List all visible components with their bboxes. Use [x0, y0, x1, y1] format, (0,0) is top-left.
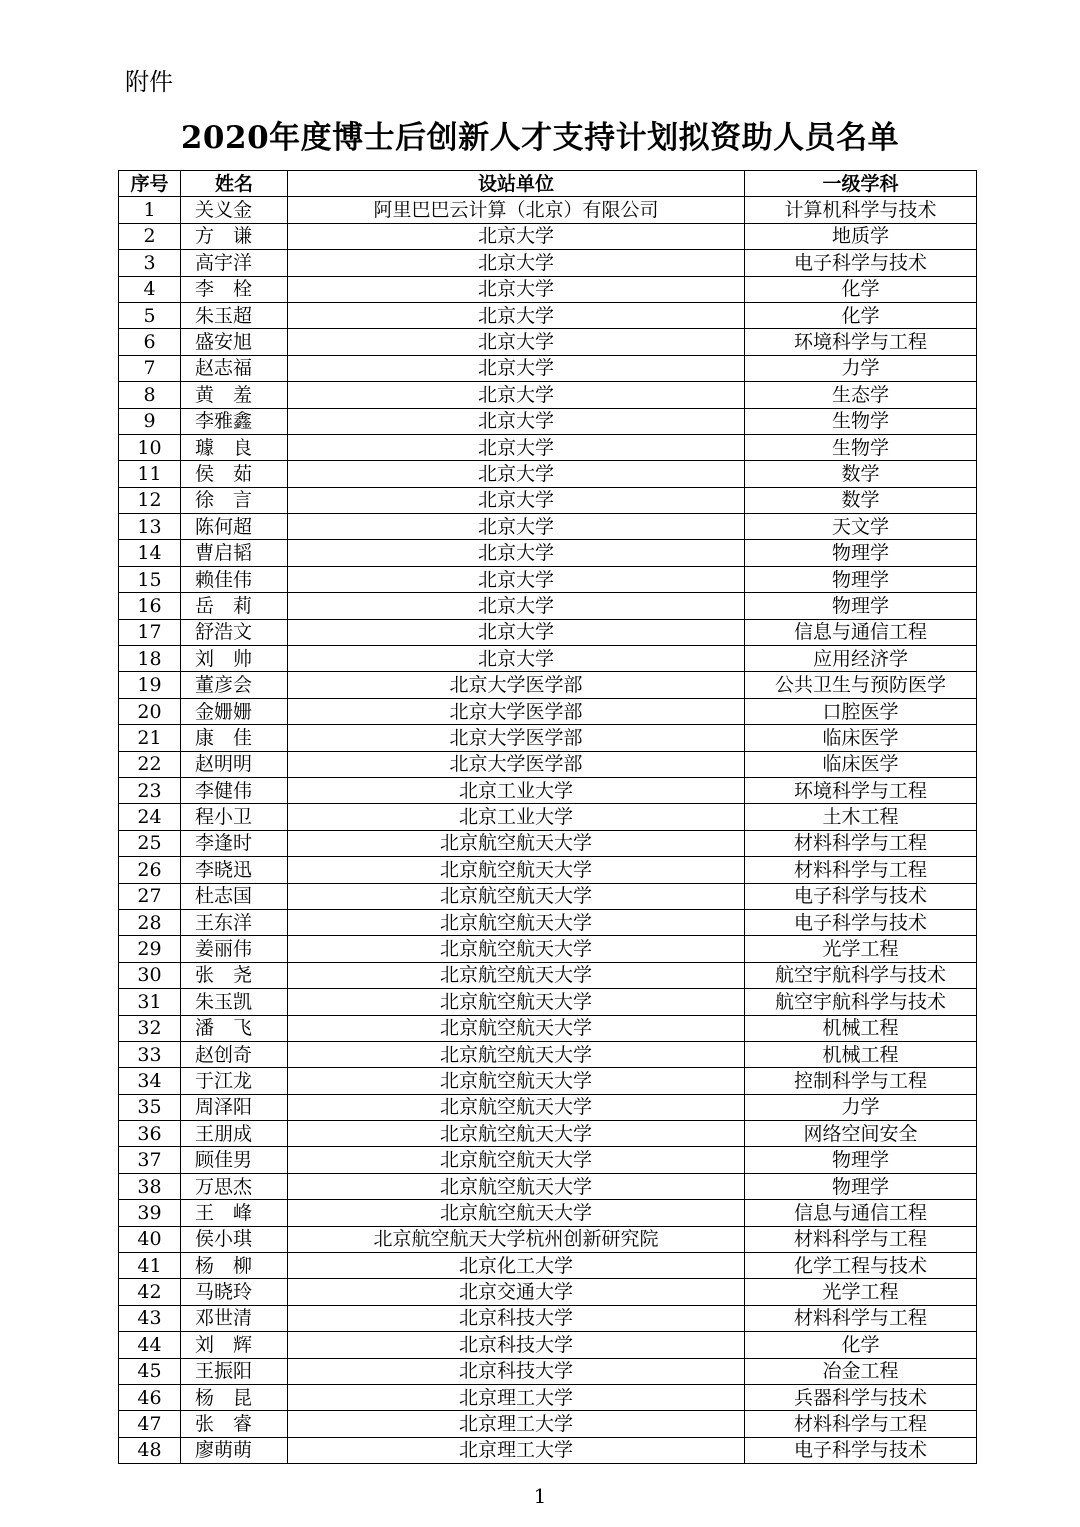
cell-discipline: 化学工程与技术 — [745, 1253, 977, 1279]
cell-discipline: 环境科学与工程 — [745, 777, 977, 803]
cell-institution: 北京科技大学 — [288, 1358, 745, 1384]
table-row — [119, 698, 977, 724]
cell-discipline: 天文学 — [745, 514, 977, 540]
table-row — [119, 936, 977, 962]
cell-name: 李晓迅 — [181, 857, 288, 883]
cell-discipline: 电子科学与技术 — [745, 250, 977, 276]
cell-institution: 北京化工大学 — [288, 1253, 745, 1279]
cell-name: 杨 柳 — [181, 1253, 288, 1279]
cell-index: 1 — [119, 197, 181, 223]
cell-name: 邓世清 — [181, 1305, 288, 1331]
cell-index: 41 — [119, 1253, 181, 1279]
column-header-discipline: 一级学科 — [745, 171, 977, 197]
cell-name: 刘 辉 — [181, 1332, 288, 1358]
table-row — [119, 1358, 977, 1384]
cell-name: 朱玉超 — [181, 302, 288, 328]
cell-index: 14 — [119, 540, 181, 566]
cell-institution: 北京大学 — [288, 302, 745, 328]
cell-institution: 北京交通大学 — [288, 1279, 745, 1305]
cell-discipline: 物理学 — [745, 1173, 977, 1199]
table-row — [119, 672, 977, 698]
cell-name: 高宇洋 — [181, 250, 288, 276]
recipient-table — [118, 170, 977, 1464]
cell-index: 48 — [119, 1437, 181, 1463]
cell-index: 45 — [119, 1358, 181, 1384]
cell-name: 杨 昆 — [181, 1384, 288, 1410]
cell-name: 关义金 — [181, 197, 288, 223]
cell-discipline: 临床医学 — [745, 725, 977, 751]
cell-discipline: 环境科学与工程 — [745, 329, 977, 355]
cell-index: 46 — [119, 1384, 181, 1410]
cell-discipline: 数学 — [745, 487, 977, 513]
cell-institution: 北京大学 — [288, 329, 745, 355]
cell-institution: 北京大学医学部 — [288, 698, 745, 724]
table-row — [119, 197, 977, 223]
cell-discipline: 口腔医学 — [745, 698, 977, 724]
cell-index: 13 — [119, 514, 181, 540]
cell-name: 杜志国 — [181, 883, 288, 909]
table-row — [119, 1305, 977, 1331]
cell-name: 璩 良 — [181, 434, 288, 460]
cell-index: 16 — [119, 593, 181, 619]
cell-institution: 北京航空航天大学 — [288, 1015, 745, 1041]
table-row — [119, 514, 977, 540]
table-row — [119, 857, 977, 883]
cell-index: 30 — [119, 962, 181, 988]
cell-institution: 北京大学 — [288, 540, 745, 566]
cell-discipline: 生物学 — [745, 434, 977, 460]
cell-institution: 北京大学 — [288, 355, 745, 381]
table-row — [119, 1041, 977, 1067]
table-row — [119, 302, 977, 328]
cell-index: 34 — [119, 1068, 181, 1094]
cell-index: 18 — [119, 646, 181, 672]
cell-discipline: 物理学 — [745, 593, 977, 619]
cell-name: 程小卫 — [181, 804, 288, 830]
cell-discipline: 航空宇航科学与技术 — [745, 989, 977, 1015]
column-header-institution: 设站单位 — [288, 171, 745, 197]
table-row — [119, 1068, 977, 1094]
cell-index: 44 — [119, 1332, 181, 1358]
cell-index: 31 — [119, 989, 181, 1015]
cell-index: 21 — [119, 725, 181, 751]
cell-name: 侯 茹 — [181, 461, 288, 487]
cell-discipline: 机械工程 — [745, 1041, 977, 1067]
table-body — [119, 197, 977, 1464]
cell-index: 29 — [119, 936, 181, 962]
cell-index: 10 — [119, 434, 181, 460]
table-row — [119, 883, 977, 909]
cell-discipline: 物理学 — [745, 1147, 977, 1173]
cell-index: 33 — [119, 1041, 181, 1067]
cell-name: 张 尧 — [181, 962, 288, 988]
table-row — [119, 329, 977, 355]
cell-institution: 北京航空航天大学 — [288, 830, 745, 856]
cell-index: 3 — [119, 250, 181, 276]
cell-discipline: 地质学 — [745, 223, 977, 249]
cell-discipline: 生物学 — [745, 408, 977, 434]
cell-institution: 北京航空航天大学 — [288, 857, 745, 883]
cell-discipline: 物理学 — [745, 566, 977, 592]
cell-institution: 北京大学 — [288, 250, 745, 276]
cell-discipline: 计算机科学与技术 — [745, 197, 977, 223]
cell-institution: 北京大学 — [288, 593, 745, 619]
cell-name: 董彦会 — [181, 672, 288, 698]
table-row — [119, 1121, 977, 1147]
cell-index: 12 — [119, 487, 181, 513]
cell-name: 王东洋 — [181, 909, 288, 935]
table-row — [119, 777, 977, 803]
cell-name: 金姗姗 — [181, 698, 288, 724]
cell-index: 4 — [119, 276, 181, 302]
table-row — [119, 223, 977, 249]
table-row — [119, 1411, 977, 1437]
table-row — [119, 1173, 977, 1199]
cell-name: 李 栓 — [181, 276, 288, 302]
cell-institution: 北京大学 — [288, 223, 745, 249]
cell-discipline: 冶金工程 — [745, 1358, 977, 1384]
cell-institution: 北京大学 — [288, 514, 745, 540]
cell-institution: 北京理工大学 — [288, 1384, 745, 1410]
cell-discipline: 信息与通信工程 — [745, 1200, 977, 1226]
cell-name: 黄 羞 — [181, 382, 288, 408]
cell-name: 方 谦 — [181, 223, 288, 249]
cell-institution: 北京大学 — [288, 461, 745, 487]
attachment-label: 附件 — [125, 68, 173, 96]
cell-name: 潘 飞 — [181, 1015, 288, 1041]
cell-name: 姜丽伟 — [181, 936, 288, 962]
cell-name: 侯小琪 — [181, 1226, 288, 1252]
column-header-index: 序号 — [119, 171, 181, 197]
cell-index: 32 — [119, 1015, 181, 1041]
cell-institution: 北京航空航天大学 — [288, 883, 745, 909]
cell-institution: 北京工业大学 — [288, 804, 745, 830]
table-row — [119, 1015, 977, 1041]
cell-name: 李逢时 — [181, 830, 288, 856]
table-row — [119, 804, 977, 830]
cell-discipline: 化学 — [745, 276, 977, 302]
cell-institution: 北京航空航天大学 — [288, 1094, 745, 1120]
table-row — [119, 751, 977, 777]
table-row — [119, 1384, 977, 1410]
cell-discipline: 光学工程 — [745, 936, 977, 962]
cell-index: 37 — [119, 1147, 181, 1173]
cell-institution: 北京大学 — [288, 566, 745, 592]
cell-institution: 北京航空航天大学 — [288, 1147, 745, 1173]
cell-index: 20 — [119, 698, 181, 724]
cell-name: 王振阳 — [181, 1358, 288, 1384]
cell-discipline: 应用经济学 — [745, 646, 977, 672]
cell-discipline: 航空宇航科学与技术 — [745, 962, 977, 988]
cell-institution: 北京大学 — [288, 619, 745, 645]
cell-institution: 北京大学 — [288, 276, 745, 302]
table-row — [119, 989, 977, 1015]
cell-index: 47 — [119, 1411, 181, 1437]
cell-name: 廖萌萌 — [181, 1437, 288, 1463]
table-row — [119, 909, 977, 935]
cell-index: 39 — [119, 1200, 181, 1226]
table-row — [119, 487, 977, 513]
cell-name: 张 睿 — [181, 1411, 288, 1437]
table-row — [119, 1147, 977, 1173]
cell-institution: 北京航空航天大学 — [288, 1200, 745, 1226]
table-row — [119, 250, 977, 276]
table-row — [119, 1094, 977, 1120]
cell-institution: 北京航空航天大学 — [288, 1121, 745, 1147]
table-row — [119, 1253, 977, 1279]
cell-institution: 北京大学 — [288, 382, 745, 408]
cell-institution: 北京大学医学部 — [288, 672, 745, 698]
cell-discipline: 物理学 — [745, 540, 977, 566]
cell-institution: 北京航空航天大学 — [288, 1041, 745, 1067]
cell-discipline: 力学 — [745, 1094, 977, 1120]
cell-discipline: 材料科学与工程 — [745, 1305, 977, 1331]
cell-discipline: 电子科学与技术 — [745, 909, 977, 935]
cell-name: 陈何超 — [181, 514, 288, 540]
cell-name: 赵志福 — [181, 355, 288, 381]
cell-name: 周泽阳 — [181, 1094, 288, 1120]
table-row — [119, 1279, 977, 1305]
cell-institution: 北京航空航天大学杭州创新研究院 — [288, 1226, 745, 1252]
cell-discipline: 化学 — [745, 1332, 977, 1358]
cell-name: 岳 莉 — [181, 593, 288, 619]
cell-institution: 北京科技大学 — [288, 1305, 745, 1331]
cell-discipline: 光学工程 — [745, 1279, 977, 1305]
cell-index: 11 — [119, 461, 181, 487]
cell-institution: 北京航空航天大学 — [288, 1173, 745, 1199]
document-title: 2020年度博士后创新人才支持计划拟资助人员名单 — [180, 120, 900, 156]
cell-discipline: 材料科学与工程 — [745, 857, 977, 883]
table-row — [119, 962, 977, 988]
cell-institution: 北京航空航天大学 — [288, 936, 745, 962]
cell-institution: 北京大学医学部 — [288, 725, 745, 751]
table-row — [119, 408, 977, 434]
cell-index: 40 — [119, 1226, 181, 1252]
cell-institution: 北京航空航天大学 — [288, 989, 745, 1015]
cell-discipline: 材料科学与工程 — [745, 1411, 977, 1437]
cell-name: 刘 帅 — [181, 646, 288, 672]
cell-discipline: 控制科学与工程 — [745, 1068, 977, 1094]
cell-index: 42 — [119, 1279, 181, 1305]
cell-institution: 北京大学 — [288, 646, 745, 672]
table-row — [119, 276, 977, 302]
cell-discipline: 力学 — [745, 355, 977, 381]
cell-discipline: 电子科学与技术 — [745, 1437, 977, 1463]
cell-name: 李雅鑫 — [181, 408, 288, 434]
cell-institution: 北京理工大学 — [288, 1437, 745, 1463]
cell-index: 15 — [119, 566, 181, 592]
cell-index: 7 — [119, 355, 181, 381]
table-row — [119, 593, 977, 619]
cell-index: 8 — [119, 382, 181, 408]
cell-index: 38 — [119, 1173, 181, 1199]
cell-index: 9 — [119, 408, 181, 434]
cell-name: 曹启韬 — [181, 540, 288, 566]
table-row — [119, 725, 977, 751]
cell-index: 6 — [119, 329, 181, 355]
cell-name: 顾佳男 — [181, 1147, 288, 1173]
cell-name: 李健伟 — [181, 777, 288, 803]
cell-name: 赵明明 — [181, 751, 288, 777]
cell-index: 5 — [119, 302, 181, 328]
cell-index: 28 — [119, 909, 181, 935]
cell-index: 36 — [119, 1121, 181, 1147]
table-row — [119, 566, 977, 592]
cell-discipline: 电子科学与技术 — [745, 883, 977, 909]
cell-institution: 北京工业大学 — [288, 777, 745, 803]
cell-name: 盛安旭 — [181, 329, 288, 355]
cell-name: 舒浩文 — [181, 619, 288, 645]
cell-index: 27 — [119, 883, 181, 909]
cell-discipline: 生态学 — [745, 382, 977, 408]
cell-index: 35 — [119, 1094, 181, 1120]
cell-index: 2 — [119, 223, 181, 249]
cell-discipline: 信息与通信工程 — [745, 619, 977, 645]
column-header-name: 姓名 — [181, 171, 288, 197]
cell-discipline: 材料科学与工程 — [745, 1226, 977, 1252]
table-row — [119, 1226, 977, 1252]
cell-discipline: 网络空间安全 — [745, 1121, 977, 1147]
cell-institution: 北京大学 — [288, 408, 745, 434]
cell-discipline: 材料科学与工程 — [745, 830, 977, 856]
cell-institution: 北京大学 — [288, 487, 745, 513]
cell-name: 于江龙 — [181, 1068, 288, 1094]
cell-name: 赖佳伟 — [181, 566, 288, 592]
cell-name: 徐 言 — [181, 487, 288, 513]
cell-index: 25 — [119, 830, 181, 856]
cell-institution: 北京大学 — [288, 434, 745, 460]
cell-institution: 北京航空航天大学 — [288, 909, 745, 935]
cell-name: 王朋成 — [181, 1121, 288, 1147]
cell-name: 赵创奇 — [181, 1041, 288, 1067]
cell-index: 22 — [119, 751, 181, 777]
table-row — [119, 830, 977, 856]
table-row — [119, 1437, 977, 1463]
table-row — [119, 355, 977, 381]
table-row — [119, 1200, 977, 1226]
table-row — [119, 646, 977, 672]
cell-discipline: 兵器科学与技术 — [745, 1384, 977, 1410]
cell-index: 43 — [119, 1305, 181, 1331]
table-row — [119, 619, 977, 645]
cell-name: 康 佳 — [181, 725, 288, 751]
page-number: 1 — [533, 1484, 547, 1508]
cell-discipline: 土木工程 — [745, 804, 977, 830]
cell-institution: 北京大学医学部 — [288, 751, 745, 777]
cell-name: 万思杰 — [181, 1173, 288, 1199]
cell-discipline: 化学 — [745, 302, 977, 328]
table-row — [119, 382, 977, 408]
table-row — [119, 1332, 977, 1358]
cell-index: 26 — [119, 857, 181, 883]
cell-index: 23 — [119, 777, 181, 803]
cell-institution: 北京航空航天大学 — [288, 1068, 745, 1094]
table-row — [119, 461, 977, 487]
table-header-row — [119, 171, 977, 197]
table-row — [119, 540, 977, 566]
cell-institution: 北京航空航天大学 — [288, 962, 745, 988]
cell-discipline: 数学 — [745, 461, 977, 487]
cell-institution: 北京科技大学 — [288, 1332, 745, 1358]
cell-index: 19 — [119, 672, 181, 698]
cell-name: 马晓玲 — [181, 1279, 288, 1305]
table-row — [119, 434, 977, 460]
cell-index: 17 — [119, 619, 181, 645]
cell-discipline: 机械工程 — [745, 1015, 977, 1041]
cell-institution: 北京理工大学 — [288, 1411, 745, 1437]
cell-index: 24 — [119, 804, 181, 830]
cell-name: 朱玉凯 — [181, 989, 288, 1015]
cell-institution: 阿里巴巴云计算（北京）有限公司 — [288, 197, 745, 223]
cell-name: 王 峰 — [181, 1200, 288, 1226]
cell-discipline: 临床医学 — [745, 751, 977, 777]
cell-discipline: 公共卫生与预防医学 — [745, 672, 977, 698]
